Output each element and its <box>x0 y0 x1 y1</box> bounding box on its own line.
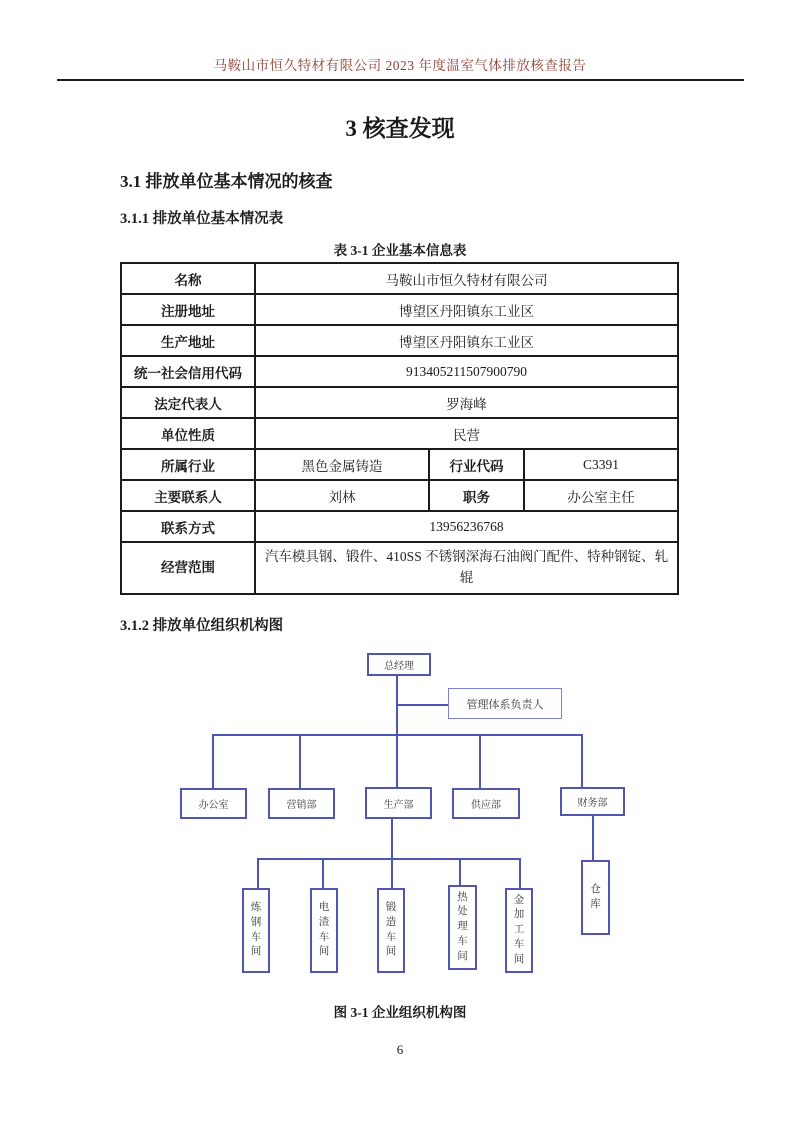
row-value: 13956236768 <box>255 511 678 542</box>
table-row <box>121 294 678 325</box>
table-row <box>121 356 678 387</box>
table-row <box>121 480 678 511</box>
row-label: 所属行业 <box>121 449 255 480</box>
page-header: 马鞍山市恒久特材有限公司 2023 年度温室气体排放核查报告 <box>213 58 587 73</box>
header-rule <box>57 79 744 81</box>
connector-line <box>299 736 301 788</box>
row-value: 马鞍山市恒久特材有限公司 <box>255 263 678 294</box>
org-node-label: 热处理车间 <box>457 891 468 962</box>
section-heading-3-1-2: 3.1.2 排放单位组织机构图 <box>120 618 284 634</box>
row-label: 单位性质 <box>121 418 255 449</box>
row-value: 博望区丹阳镇东工业区 <box>255 325 678 356</box>
connector-line <box>592 816 594 860</box>
org-node-label: 锻造车间 <box>385 902 397 958</box>
org-node-production: 生产部 <box>365 787 432 819</box>
connector-line <box>519 860 521 888</box>
table-row <box>121 263 678 294</box>
org-node-heat-treatment-workshop <box>448 885 477 970</box>
row-label: 联系方式 <box>121 511 255 542</box>
org-node-label: 炼钢车间 <box>250 902 262 958</box>
row-label-2: 职务 <box>429 480 524 511</box>
row-value-2: C3391 <box>524 449 678 480</box>
connector-line <box>396 736 398 787</box>
connector-line <box>391 860 393 888</box>
org-node-management-system-lead: 管理体系负责人 <box>448 688 562 719</box>
connector-line <box>581 736 583 787</box>
org-node-warehouse <box>581 860 610 935</box>
connector-line <box>397 704 448 706</box>
row-value: 刘林 <box>255 480 429 511</box>
connector-line <box>391 819 393 858</box>
row-value: 汽车模具钢、锻件、410SS 不锈钢深海石油阀门配件、特种钢锭、轧辊 <box>255 542 678 594</box>
row-value: 罗海峰 <box>255 387 678 418</box>
row-label: 法定代表人 <box>121 387 255 418</box>
connector-line <box>257 860 259 888</box>
connector-line <box>257 858 521 860</box>
connector-line <box>459 860 461 885</box>
org-node-electroslag-workshop <box>310 888 338 973</box>
org-node-finance: 财务部 <box>560 787 625 816</box>
row-value-2: 办公室主任 <box>524 480 678 511</box>
org-node-metalworking-workshop <box>505 888 533 973</box>
figure-caption: 图 3-1 企业组织机构图 <box>333 1005 467 1020</box>
row-value: 博望区丹阳镇东工业区 <box>255 294 678 325</box>
row-label: 主要联系人 <box>121 480 255 511</box>
row-label: 名称 <box>121 263 255 294</box>
org-node-label: 金加工车间 <box>513 894 525 965</box>
chapter-title: 3 核查发现 <box>345 116 455 141</box>
section-heading-3-1-1: 3.1.1 排放单位基本情况表 <box>120 211 284 227</box>
row-label-2: 行业代码 <box>429 449 524 480</box>
row-label: 统一社会信用代码 <box>121 356 255 387</box>
row-label: 生产地址 <box>121 325 255 356</box>
connector-line <box>212 736 214 788</box>
org-node-marketing: 营销部 <box>268 788 335 819</box>
org-node-supply: 供应部 <box>452 788 520 819</box>
table-row <box>121 418 678 449</box>
org-node-label: 仓库 <box>590 883 601 910</box>
org-node-label: 电渣车间 <box>318 902 330 958</box>
org-node-office: 办公室 <box>180 788 247 819</box>
org-node-steelmaking-workshop <box>242 888 270 973</box>
table-row <box>121 325 678 356</box>
org-node-general-manager: 总经理 <box>367 653 431 676</box>
section-heading-3-1: 3.1 排放单位基本情况的核查 <box>120 172 333 191</box>
table-row <box>121 511 678 542</box>
connector-line <box>322 860 324 888</box>
row-value: 黑色金属铸造 <box>255 449 429 480</box>
table-caption: 表 3-1 企业基本信息表 <box>333 243 467 258</box>
row-label: 注册地址 <box>121 294 255 325</box>
connector-line <box>479 736 481 788</box>
org-node-forging-workshop <box>377 888 405 973</box>
row-label: 经营范围 <box>121 542 255 594</box>
table-row <box>121 449 678 480</box>
row-value: 民营 <box>255 418 678 449</box>
table-row <box>121 542 678 594</box>
row-value: 913405211507900790 <box>255 356 678 387</box>
table-row <box>121 387 678 418</box>
page-number: 6 <box>396 1042 404 1057</box>
company-info-table <box>120 262 679 595</box>
